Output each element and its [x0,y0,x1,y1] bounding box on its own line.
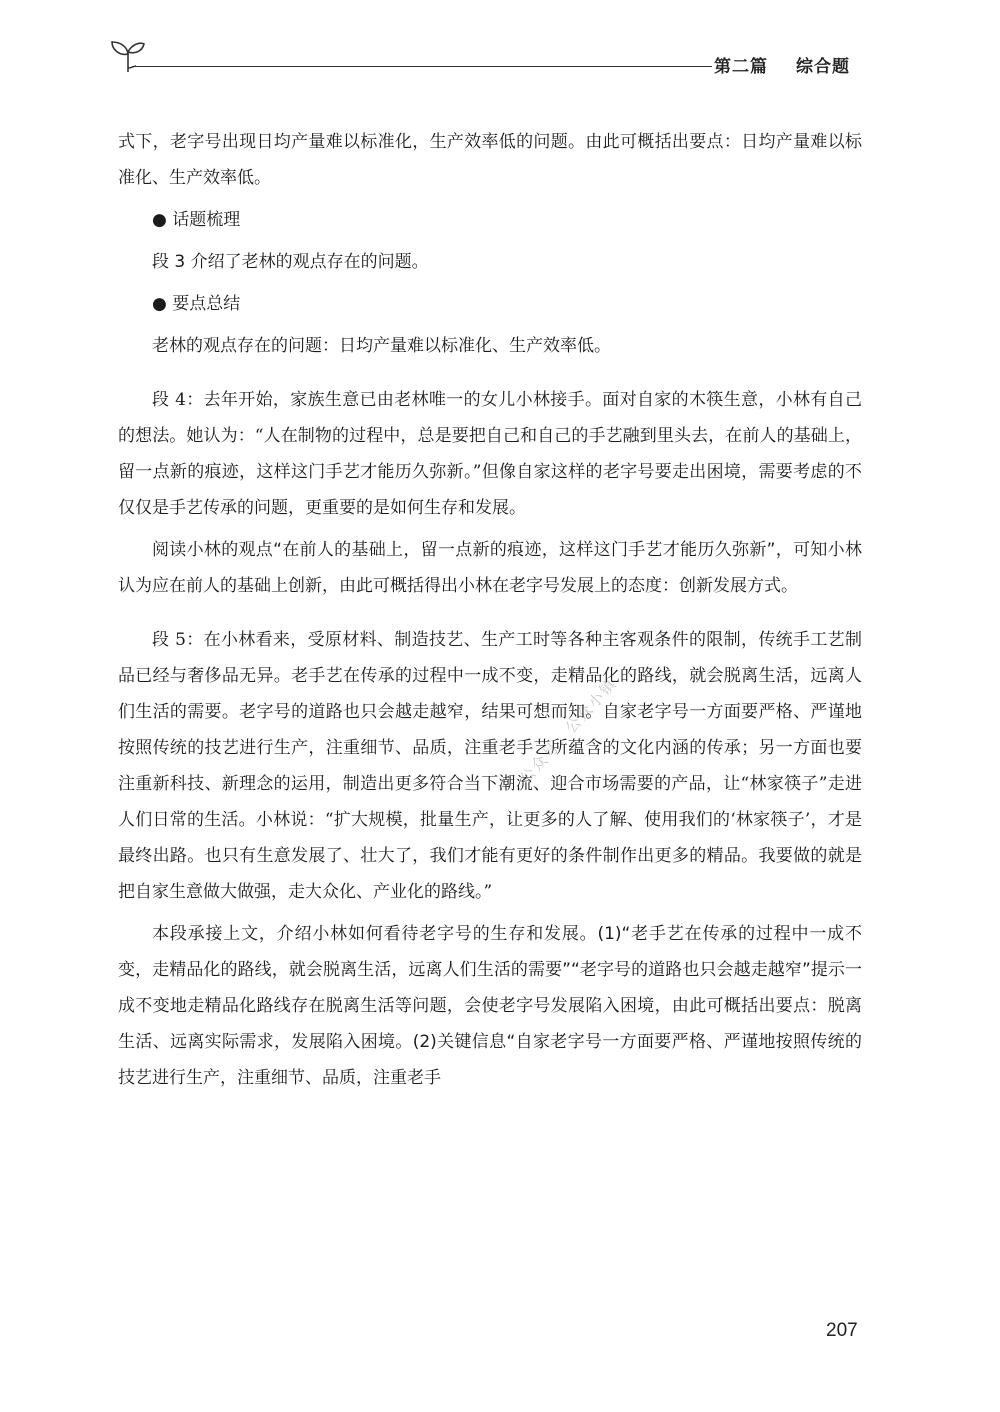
heading-summary: ● 要点总结 [152,294,241,314]
paragraph-topic: 段 3 介绍了老林的观点存在的问题。 [152,252,429,272]
heading-topic: ● 话题梳理 [152,210,241,230]
page-number: 207 [826,1320,858,1341]
page-body [118,124,862,1102]
paragraph-analysis-4: 阅读小林的观点“在前人的基础上，留一点新的痕迹，这样这门手艺才能历久弥新”，可知小林认为应在前人的基础上创新，由此可概括得出小林在老字号发展上的态度：创新发展方式。 [118,540,862,596]
watermark: 公众号：公众小镇 [516,674,621,788]
part-label: 第二篇 [714,57,768,77]
section-title: 综合题 [796,57,850,77]
paragraph-analysis-5: 本段承接上文，介绍小林如何看待老字号的生存和发展。(1)“老手艺在传承的过程中一成不变，走精品化的路线，就会脱离生活，远离人们生活的需要”“老字号的道路也只会越走越窄”提示一成不变地走精品化路线存在脱离生活等问题，会使老字号发展陷入困境，由此可概括出要点：脱离生活、远离实际需求，发展陷入困境。(2)关键信息“自家老字号一方面要严格、严谨地按照传统的技艺进行生产，注重细节、品质，注重老手 [118,924,862,1088]
paragraph-section-4: 段 4：去年开始，家族生意已由老林唯一的女儿小林接手。面对自家的木筷生意，小林有自己的想法。她认为：“人在制物的过程中，总是要把自己和自己的手艺融到里头去，在前人的基础上，留一点新的痕迹，这样这门手艺才能历久弥新。”但像自家这样的老字号要走出困境，需要考虑的不仅仅是手艺传承的问题，更重要的是如何生存和发展。 [118,390,862,518]
paragraph-continuation: 式下，老字号出现日均产量难以标准化，生产效率低的问题。由此可概括出要点：日均产量难以标准化、生产效率低。 [118,132,862,188]
paragraph-section-5: 段 5：在小林看来，受原材料、制造技艺、生产工时等各种主客观条件的限制，传统手工艺制品已经与奢侈品无异。老手艺在传承的过程中一成不变，走精品化的路线，就会脱离生活，远离人们生活的需要。老字号的道路也只会越走越窄，结果可想而知。自家老字号一方面要严格、严谨地按照传统的技艺进行生产，注重细节、品质，注重老手艺所蕴含的文化内涵的传承；另一方面也要注重新科技、新理念的运用，制造出更多符合当下潮流、迎合市场需要的产品，让“林家筷子”走进人们日常的生活。小林说：“扩大规模，批量生产，让更多的人了解、使用我们的‘林家筷子’，才是最终出路。也只有生意发展了、壮大了，我们才能有更好的条件制作出更多的精品。我要做的就是把自家生意做大做强，走大众化、产业化的路线。” [118,630,862,902]
page-header [108,38,868,88]
sprout-icon [108,38,148,74]
header-rule [132,66,712,67]
section-label [714,52,850,77]
paragraph-summary: 老林的观点存在的问题：日均产量难以标准化、生产效率低。 [152,336,611,356]
